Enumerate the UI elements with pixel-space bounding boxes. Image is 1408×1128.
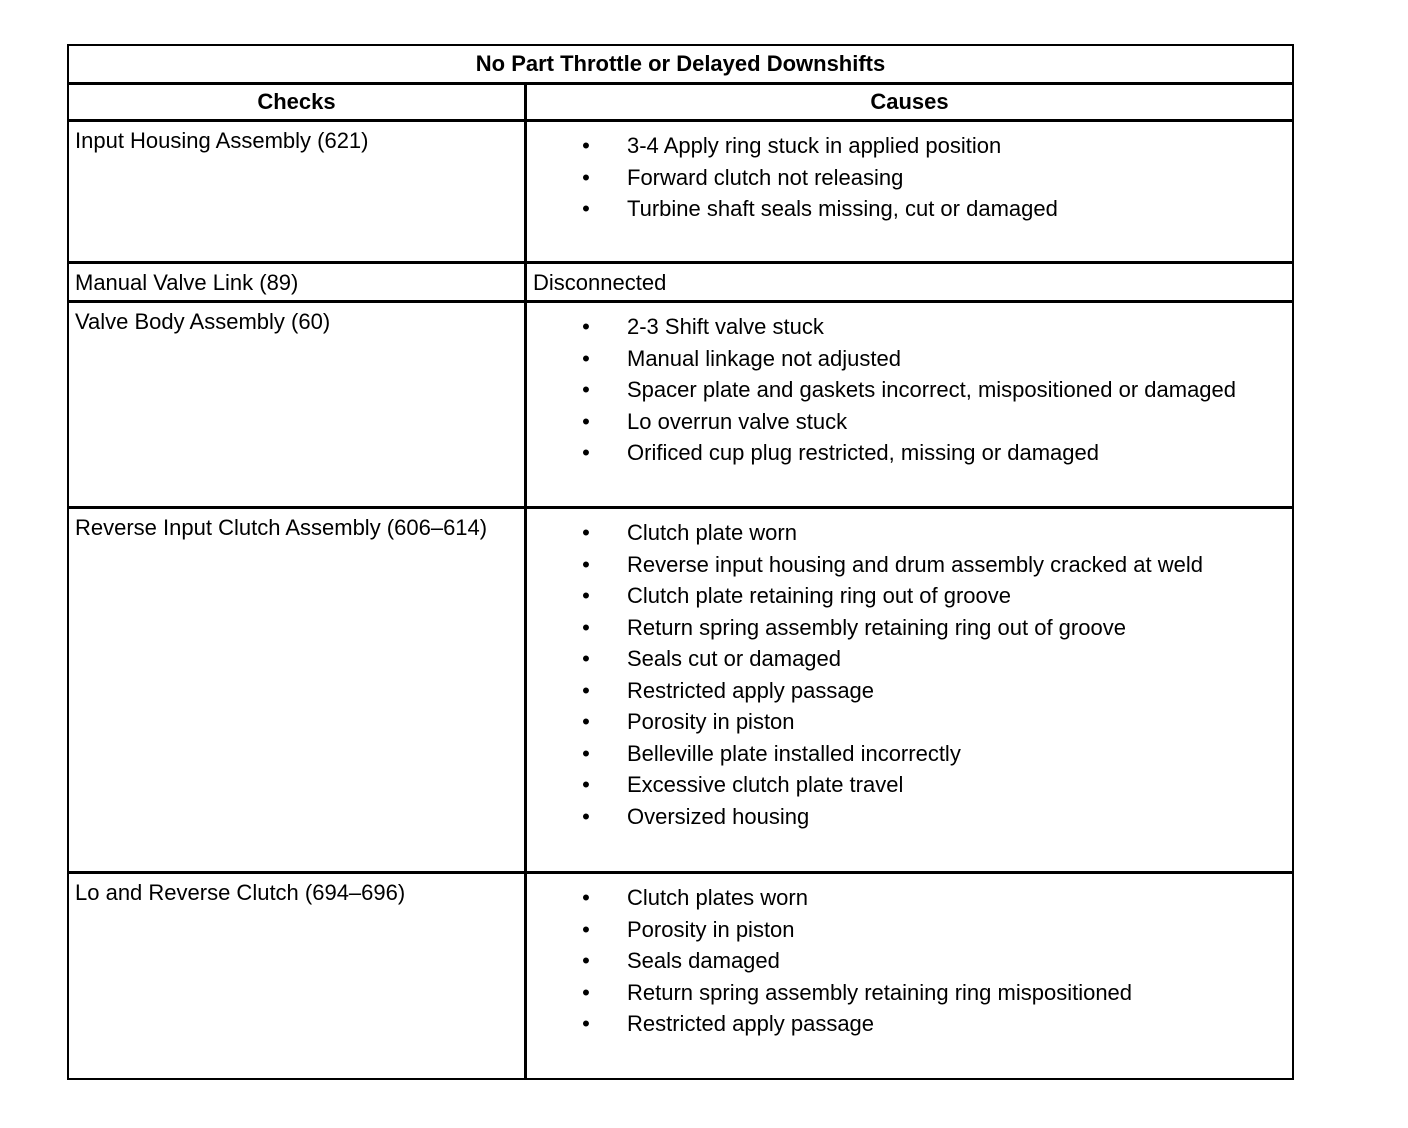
bullet-icon: • <box>582 314 590 339</box>
bullet-icon: • <box>582 196 590 221</box>
list-item: • Orificed cup plug restricted, missing or damaged <box>527 437 1292 469</box>
list-item: • Excessive clutch plate travel <box>527 769 1292 801</box>
bullet-icon: • <box>582 440 590 465</box>
bullet-icon: • <box>582 948 590 973</box>
bullet-icon: • <box>582 677 590 703</box>
causes-header: Causes <box>527 85 1292 122</box>
list-item: • Restricted apply passage <box>527 675 1292 707</box>
bullet-icon: • <box>582 709 590 734</box>
diagnosis-table <box>67 44 1294 1080</box>
table-row <box>69 303 1292 509</box>
list-item: • Manual linkage not adjusted <box>527 343 1292 375</box>
list-item: • Lo overrun valve stuck <box>527 406 1292 438</box>
cause-cell: Disconnected <box>533 270 667 295</box>
list-item: • Porosity in piston <box>527 914 1292 946</box>
bullet-icon: • <box>582 583 590 608</box>
list-item: • Seals damaged <box>527 945 1292 977</box>
bullet-icon: • <box>582 377 590 402</box>
list-item: • Return spring assembly retaining ring out of groove <box>527 612 1292 644</box>
causes-list <box>527 122 1292 225</box>
bullet-icon: • <box>582 772 590 797</box>
list-item: • Spacer plate and gaskets incorrect, mispositioned or damaged <box>527 374 1292 406</box>
bullet-icon: • <box>582 979 590 1005</box>
bullet-icon: • <box>582 803 590 829</box>
list-item: • Clutch plates worn <box>527 882 1292 914</box>
causes-list <box>527 509 1292 832</box>
table-title: No Part Throttle or Delayed Downshifts <box>69 46 1292 85</box>
list-item: • Restricted apply passage <box>527 1008 1292 1040</box>
check-cell: Manual Valve Link (89) <box>75 270 299 295</box>
causes-list <box>527 303 1292 469</box>
list-item: • Return spring assembly retaining ring mispositioned <box>527 977 1292 1009</box>
table-row <box>69 874 1292 1078</box>
check-cell: Lo and Reverse Clutch (694–696) <box>75 880 406 905</box>
list-item: • 2-3 Shift valve stuck <box>527 311 1292 343</box>
check-cell: Input Housing Assembly (621) <box>75 128 369 153</box>
list-item: • Clutch plate worn <box>527 517 1292 549</box>
bullet-icon: • <box>582 740 590 766</box>
table-row <box>69 509 1292 874</box>
bullet-icon: • <box>582 916 590 942</box>
checks-header: Checks <box>69 85 527 122</box>
causes-list <box>527 874 1292 1040</box>
list-item: • Turbine shaft seals missing, cut or damaged <box>527 193 1292 225</box>
bullet-icon: • <box>582 164 590 190</box>
bullet-icon: • <box>582 551 590 577</box>
check-cell: Reverse Input Clutch Assembly (606–614) <box>75 515 488 540</box>
list-item: • Clutch plate retaining ring out of groove <box>527 580 1292 612</box>
list-item: • Seals cut or damaged <box>527 643 1292 675</box>
bullet-icon: • <box>582 1011 590 1036</box>
list-item: • Forward clutch not releasing <box>527 162 1292 194</box>
bullet-icon: • <box>582 408 590 434</box>
bullet-icon: • <box>582 885 590 910</box>
check-cell: Valve Body Assembly (60) <box>75 309 331 334</box>
bullet-icon: • <box>582 614 590 640</box>
list-item: • Oversized housing <box>527 801 1292 833</box>
table-row <box>69 264 1292 303</box>
bullet-icon: • <box>582 646 590 671</box>
list-item: • Belleville plate installed incorrectly <box>527 738 1292 770</box>
list-item: • Porosity in piston <box>527 706 1292 738</box>
bullet-icon: • <box>582 133 590 158</box>
bullet-icon: • <box>582 345 590 371</box>
table-row <box>69 122 1292 264</box>
bullet-icon: • <box>582 520 590 545</box>
list-item: • Reverse input housing and drum assembly cracked at weld <box>527 549 1292 581</box>
list-item: • 3-4 Apply ring stuck in applied position <box>527 130 1292 162</box>
